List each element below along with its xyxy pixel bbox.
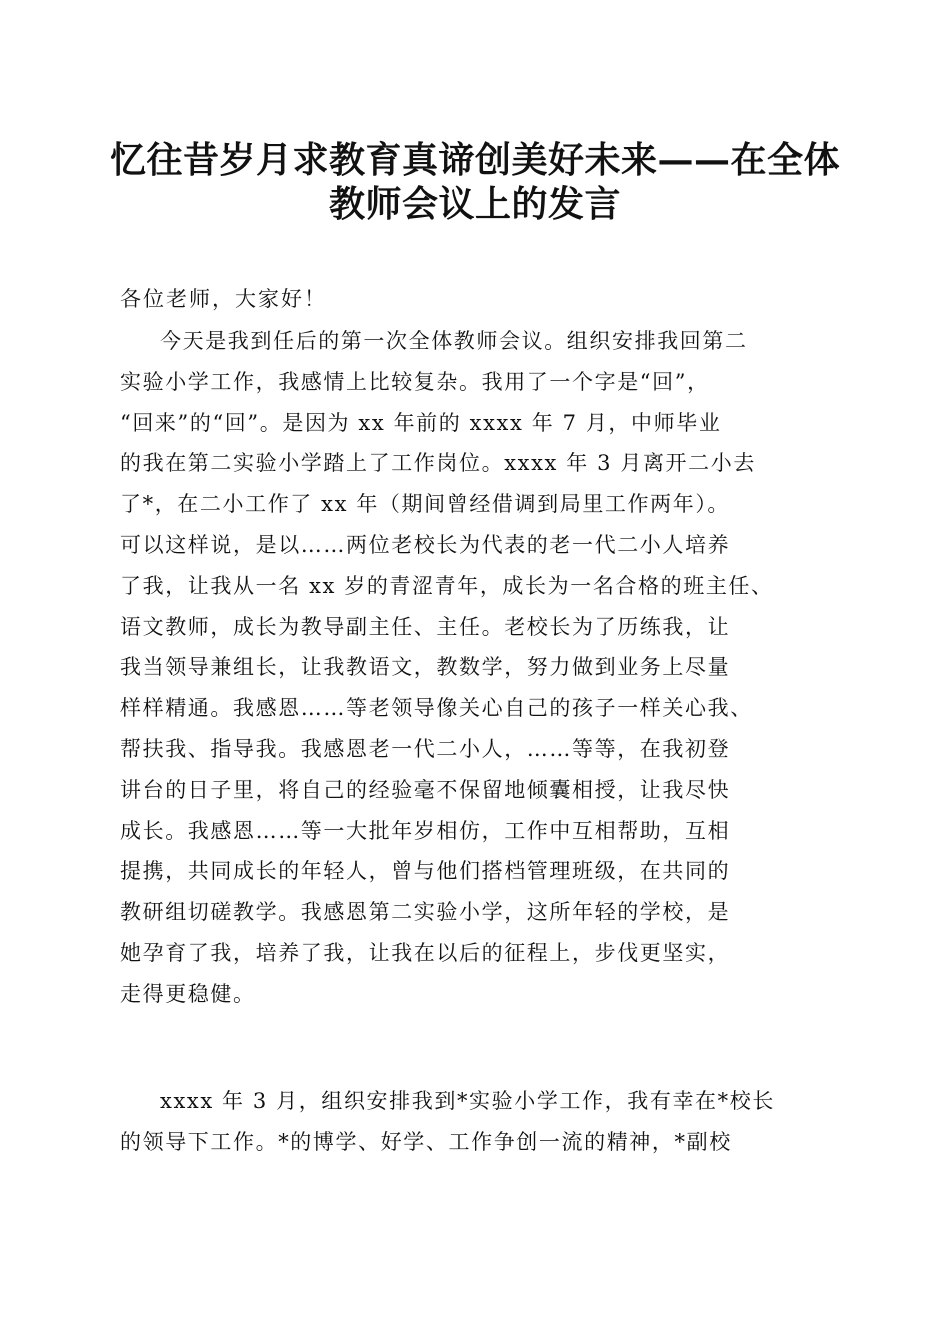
paragraph-line: 今天是我到任后的第一次全体教师会议。组织安排我回第二	[160, 329, 748, 353]
greeting: 各位老师，大家好！	[120, 287, 327, 311]
paragraph-line: 成长。我感恩……等一大批年岁相仿，工作中互相帮助，互相	[120, 818, 731, 843]
paragraph-line: 走得更稳健。	[120, 981, 256, 1006]
title-line-1: 忆往昔岁月求教育真谛创美好未来——在全体	[109, 139, 840, 181]
document-title	[95, 138, 855, 226]
paragraph-line: 教研组切磋教学。我感恩第二实验小学，这所年轻的学校，是	[120, 900, 731, 925]
paragraph-line: 她孕育了我，培养了我，让我在以后的征程上，步伐更坚实，	[120, 940, 731, 965]
title-line-2: 教师会议上的发言	[328, 183, 621, 225]
paragraph-line: “回来”的“回”。是因为 xx 年前的 xxxx 年 7 月，中师毕业	[120, 410, 722, 435]
paragraph-line: 我当领导兼组长，让我教语文，教数学，努力做到业务上尽量	[120, 655, 731, 680]
paragraph-line: 讲台的日子里，将自己的经验毫不保留地倾囊相授，让我尽快	[120, 777, 731, 802]
paragraph-line: 可以这样说，是以……两位老校长为代表的老一代二小人培养	[120, 532, 731, 557]
paragraph-1	[120, 326, 850, 1020]
paragraph-2	[120, 1086, 850, 1168]
paragraph-line: xxxx 年 3 月，组织安排我到*实验小学工作，我有幸在*校长	[160, 1089, 775, 1113]
paragraph-line: 的我在第二实验小学踏上了工作岗位。xxxx 年 3 月离开二小去	[120, 451, 756, 476]
paragraph-line: 样样精通。我感恩……等老领导像关心自己的孩子一样关心我、	[120, 696, 753, 721]
paragraph-line: 提携，共同成长的年轻人，曾与他们搭档管理班级，在共同的	[120, 859, 731, 884]
paragraph-line: 了我，让我从一名 xx 岁的青涩青年，成长为一名合格的班主任、	[120, 573, 774, 598]
paragraph-line: 帮扶我、指导我。我感恩老一代二小人，……等等，在我初登	[120, 736, 731, 761]
paragraph-line: 实验小学工作，我感情上比较复杂。我用了一个字是“回”，	[120, 369, 710, 394]
paragraph-line: 了*，在二小工作了 xx 年（期间曾经借调到局里工作两年）。	[120, 492, 731, 517]
paragraph-line: 语文教师，成长为教导副主任、主任。老校长为了历练我，让	[120, 614, 731, 639]
paragraph-line: 的领导下工作。*的博学、好学、工作争创一流的精神，*副校	[120, 1129, 732, 1154]
